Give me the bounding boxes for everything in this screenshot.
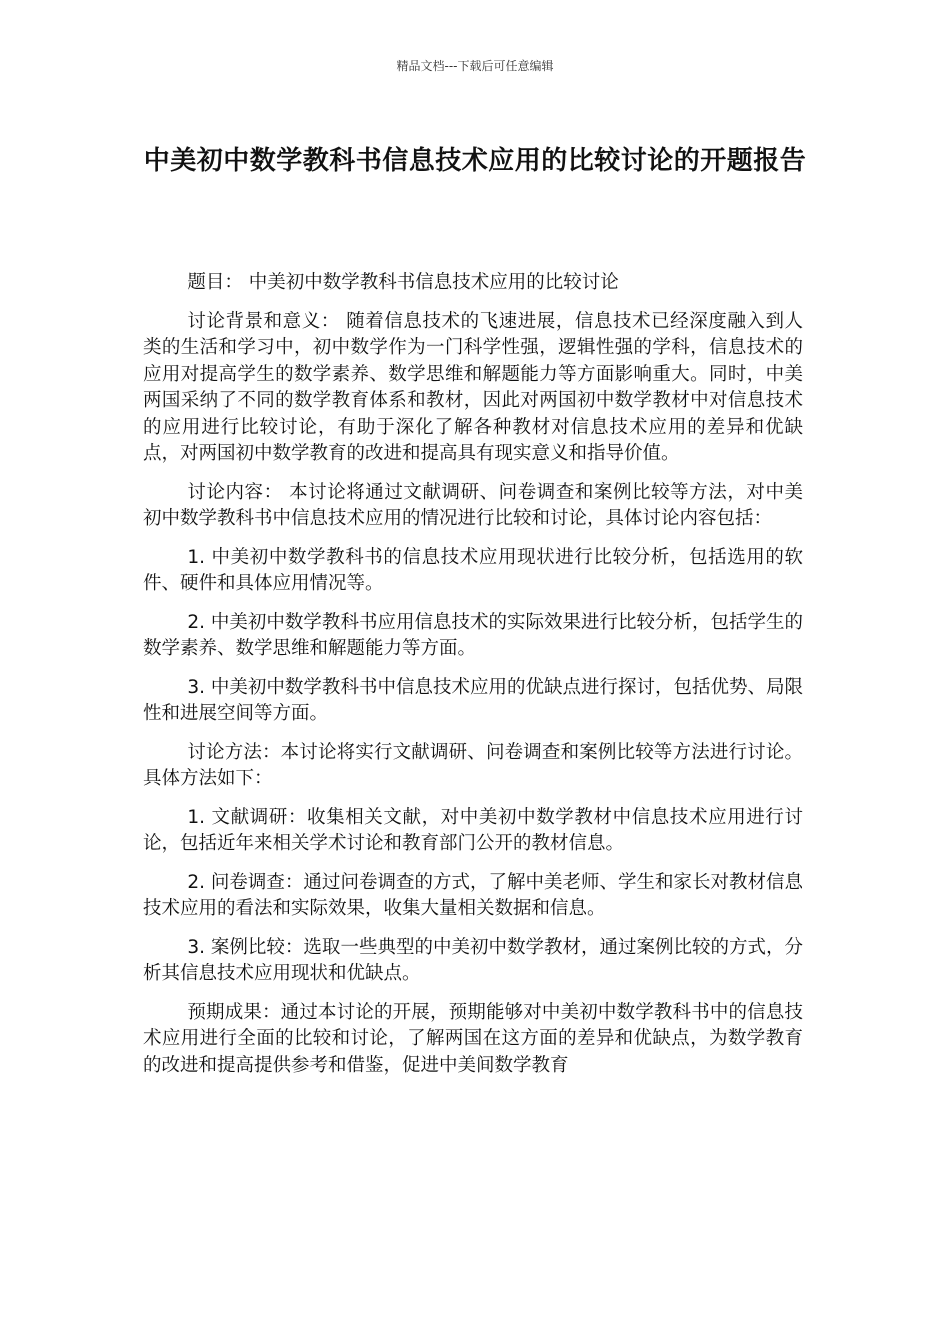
- document-body: [143, 270, 803, 1091]
- paragraph-expected-results: 预期成果：通过本讨论的开展，预期能够对中美初中数学教科书中的信息技术应用进行全面的比较和讨论，了解两国在这方面的差异和优缺点，为数学教育的改进和提高提供参考和借鉴，促进中美间数学教育: [143, 1001, 803, 1076]
- paragraph-background: 讨论背景和意义： 随着信息技术的飞速进展，信息技术已经深度融入到人类的生活和学习中，初中数学作为一门科学性强，逻辑性强的学科，信息技术的应用对提高学生的数学素养、数学思维和解题能力等方面影响重大。同时，中美两国采纳了不同的数学教育体系和教材，因此对两国初中数学教材中对信息技术的应用进行比较讨论，有助于深化了解各种教材对信息技术应用的差异和优缺点，对两国初中数学教育的改进和提高具有现实意义和指导价值。: [143, 310, 803, 464]
- content-item-2: 2. 中美初中数学教科书应用信息技术的实际效果进行比较分析，包括学生的数学素养、数学思维和解题能力等方面。: [143, 611, 803, 659]
- content-item-1: 1. 中美初中数学教科书的信息技术应用现状进行比较分析，包括选用的软件、硬件和具体应用情况等。: [143, 546, 803, 594]
- method-item-3: 3. 案例比较：选取一些典型的中美初中数学教材，通过案例比较的方式，分析其信息技术应用现状和优缺点。: [143, 936, 803, 984]
- method-item-1: 1. 文献调研：收集相关文献，对中美初中数学教材中信息技术应用进行讨论，包括近年来相关学术讨论和教育部门公开的教材信息。: [143, 806, 803, 854]
- paragraph-content: 讨论内容： 本讨论将通过文献调研、问卷调查和案例比较等方法，对中美初中数学教科书中信息技术应用的情况进行比较和讨论，具体讨论内容包括：: [143, 481, 803, 529]
- document-title: 中美初中数学教科书信息技术应用的比较讨论的开题报告: [143, 146, 807, 176]
- header-note: 精品文档---下载后可任意编辑: [396, 59, 554, 73]
- method-item-2: 2. 问卷调查：通过问卷调查的方式，了解中美老师、学生和家长对教材信息技术应用的看法和实际效果，收集大量相关数据和信息。: [143, 871, 803, 919]
- paragraph-method: 讨论方法：本讨论将实行文献调研、问卷调查和案例比较等方法进行讨论。具体方法如下：: [143, 741, 803, 789]
- paragraph-topic: 题目： 中美初中数学教科书信息技术应用的比较讨论: [187, 272, 619, 293]
- content-item-3: 3. 中美初中数学教科书中信息技术应用的优缺点进行探讨，包括优势、局限性和进展空间等方面。: [143, 676, 803, 724]
